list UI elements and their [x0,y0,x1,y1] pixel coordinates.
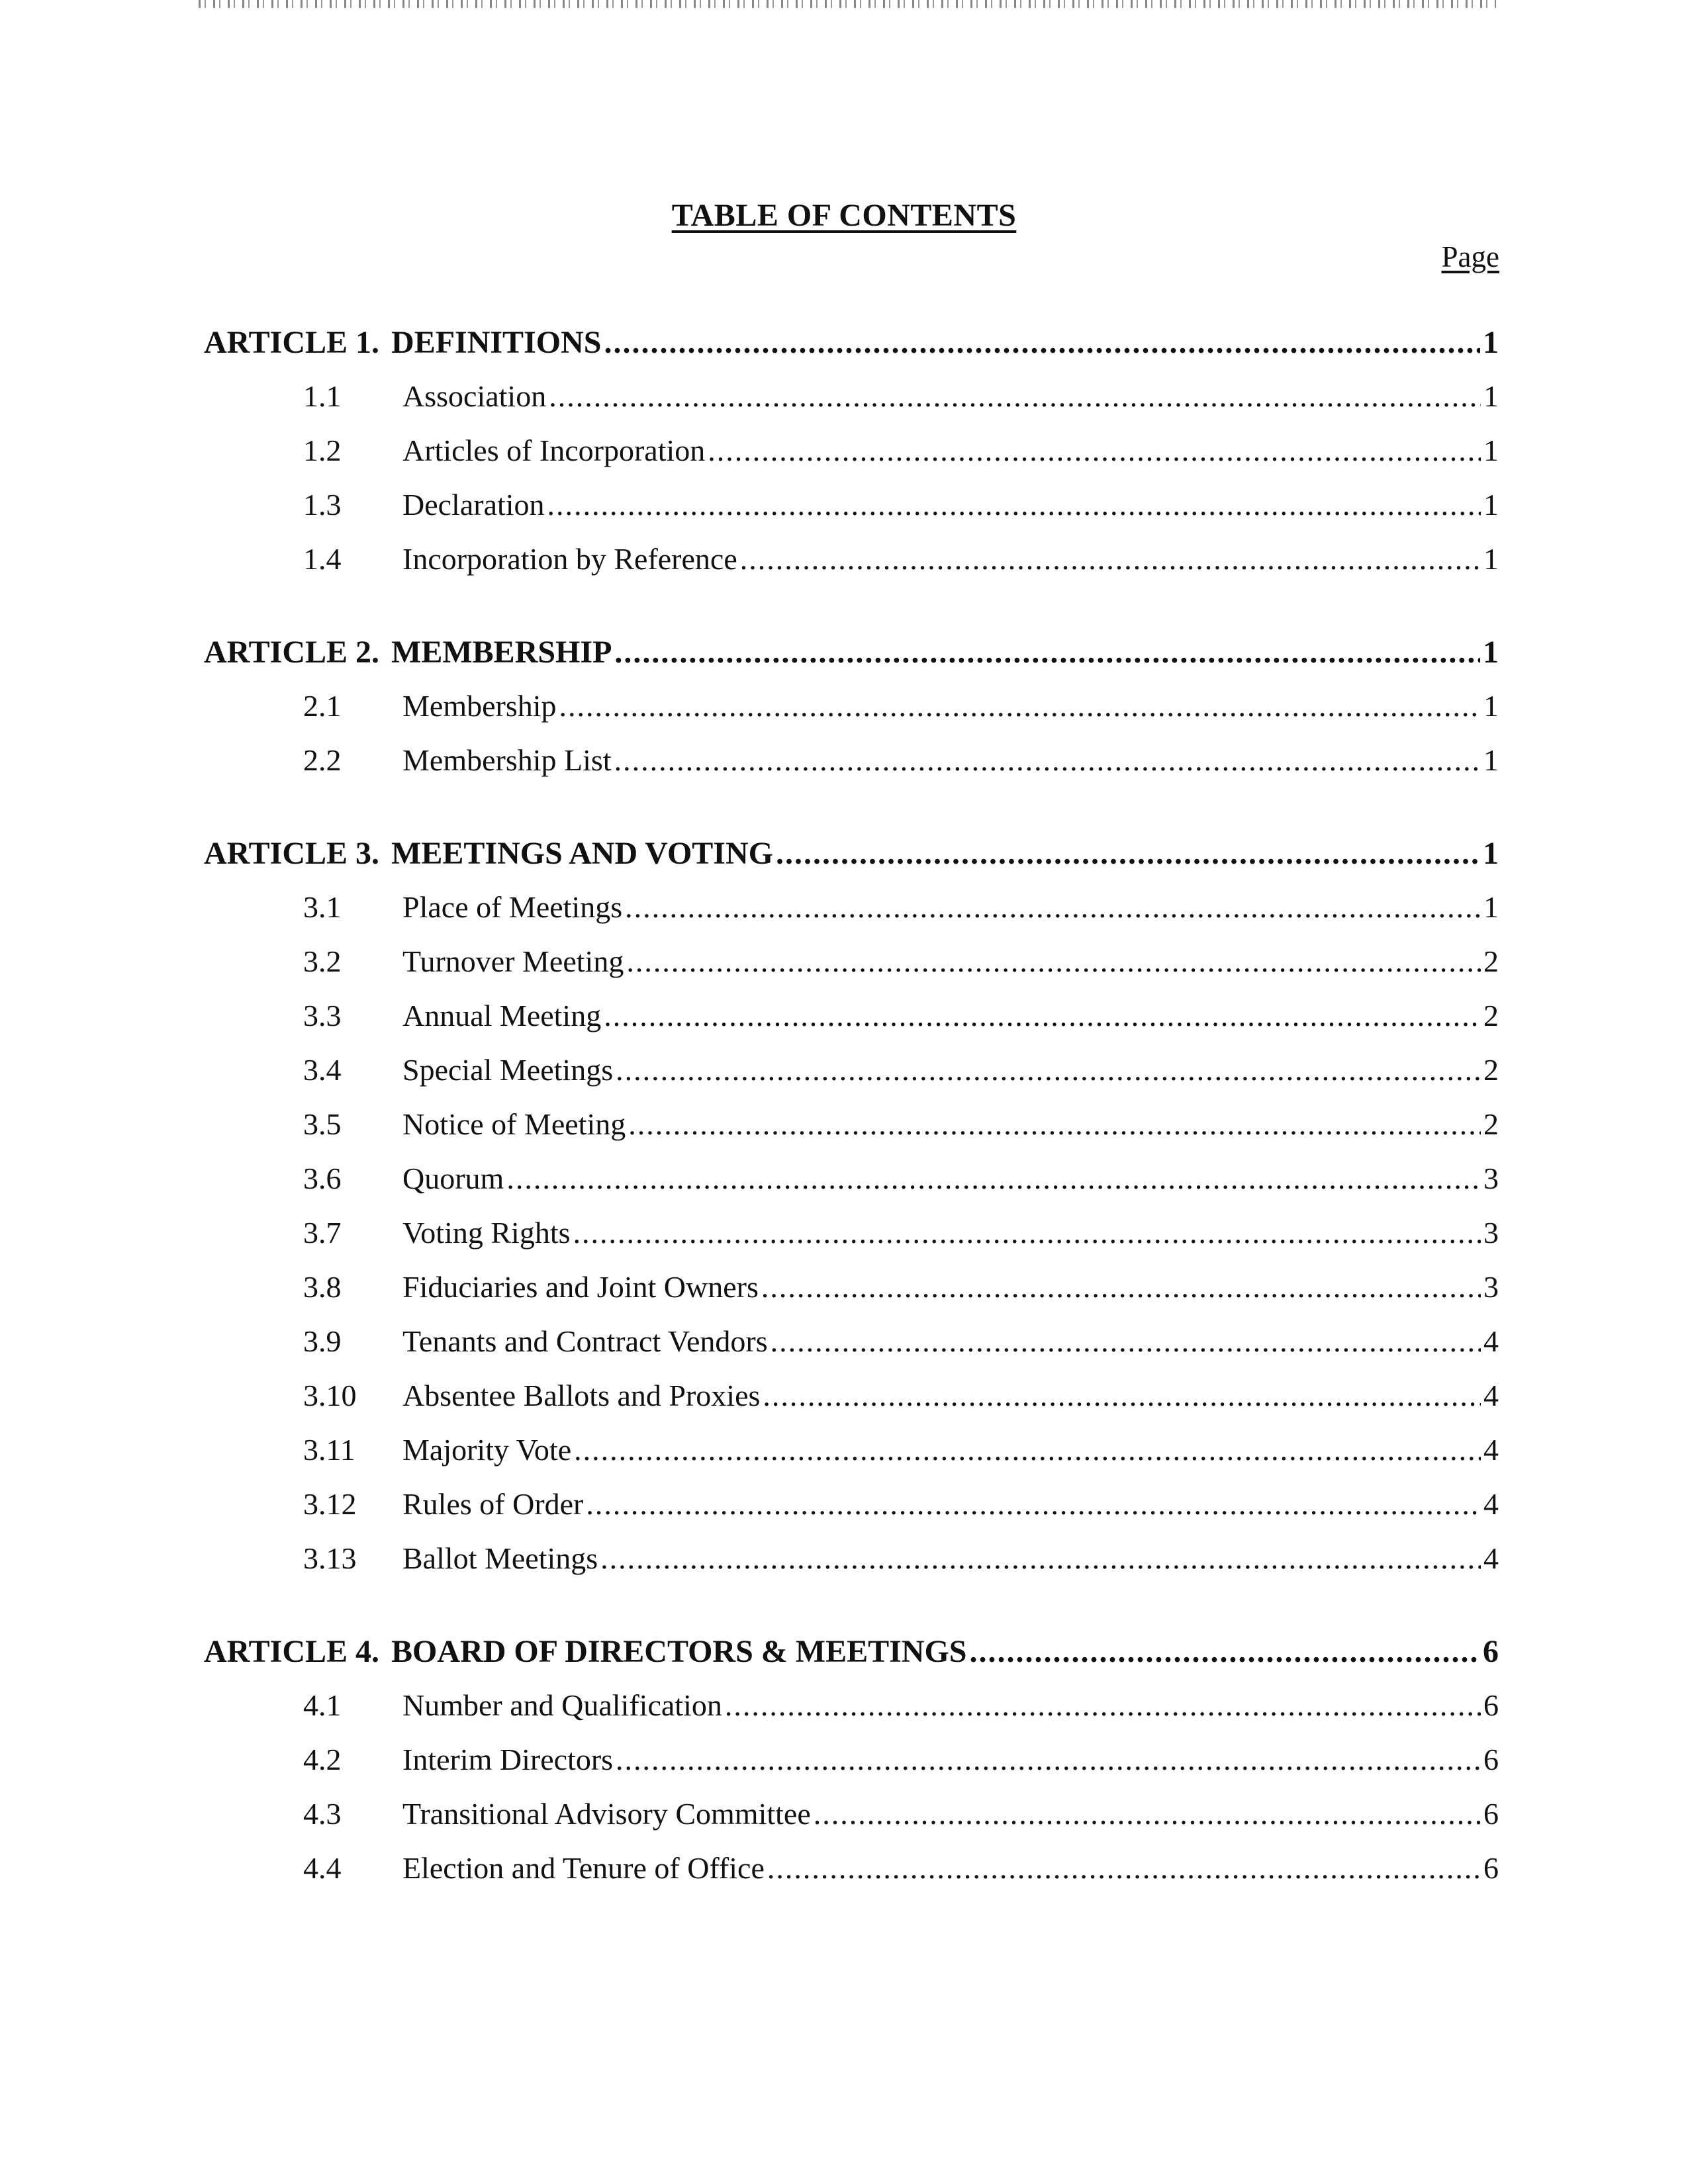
article-page-number: 1 [1483,325,1499,360]
section-number: 3.3 [303,999,342,1032]
toc-section-row[interactable] [204,1378,1499,1432]
dot-leader [616,1742,1481,1777]
dot-leader [628,1107,1481,1142]
article-number: ARTICLE 3. [204,836,380,871]
toc-section-row[interactable] [204,433,1499,487]
toc-section-row[interactable] [204,688,1499,743]
dot-leader [614,634,1480,670]
section-page-number: 3 [1483,1216,1499,1250]
section-number: 2.2 [303,743,342,777]
toc-section-row[interactable] [204,1850,1499,1905]
section-title: Rules of Order [402,1487,584,1521]
article-title: MEETINGS AND VOTING [391,836,773,871]
section-number: 1.3 [303,488,342,522]
article-title: MEMBERSHIP [391,635,612,670]
section-title: Annual Meeting [402,999,602,1032]
toc-article [204,1633,1499,1905]
section-page-number: 1 [1483,542,1499,576]
toc-section-row[interactable] [204,1688,1499,1742]
toc-section-row[interactable] [204,1742,1499,1796]
toc-section-row[interactable] [204,1215,1499,1269]
table-of-contents [204,324,1499,1943]
toc-section-row[interactable] [204,1324,1499,1378]
article-number: ARTICLE 1. [204,325,380,360]
section-page-number: 2 [1483,944,1499,978]
toc-section-row[interactable] [204,944,1499,998]
section-page-number: 1 [1483,890,1499,924]
toc-article [204,835,1499,1595]
section-title: Incorporation by Reference [402,542,737,576]
section-title: Transitional Advisory Committee [402,1797,811,1831]
section-title: Number and Qualification [402,1688,722,1722]
section-page-number: 4 [1483,1379,1499,1412]
section-number: 4.2 [303,1743,342,1776]
section-number: 1.2 [303,433,342,467]
toc-section-row[interactable] [204,541,1499,596]
page-title: TABLE OF CONTENTS [671,198,1017,233]
section-title: Declaration [402,488,545,522]
section-page-number: 2 [1483,1053,1499,1087]
section-title: Absentee Ballots and Proxies [402,1379,761,1412]
toc-section-row[interactable] [204,1796,1499,1850]
toc-section-row[interactable] [204,1486,1499,1541]
section-title: Association [402,379,547,413]
article-page-number: 1 [1483,836,1499,871]
section-page-number: 1 [1483,433,1499,467]
section-title: Membership [402,689,557,723]
dot-leader [616,1052,1481,1087]
section-title: Turnover Meeting [402,944,624,978]
toc-article-row[interactable] [204,634,1499,688]
article-title: DEFINITIONS [391,325,602,360]
section-title: Articles of Incorporation [402,433,706,467]
toc-section-row[interactable] [204,1432,1499,1486]
dot-leader [625,889,1481,925]
section-number: 3.9 [303,1324,342,1358]
section-page-number: 3 [1483,1161,1499,1195]
section-number: 1.4 [303,542,342,576]
toc-section-row[interactable] [204,743,1499,797]
section-number: 3.11 [303,1433,355,1467]
dot-leader [626,944,1481,979]
section-number: 3.2 [303,944,342,978]
section-number: 3.6 [303,1161,342,1195]
dot-leader [970,1633,1481,1670]
section-number: 3.1 [303,890,342,924]
dot-leader [767,1850,1481,1886]
dot-leader [725,1688,1481,1723]
toc-article [204,324,1499,596]
section-title: Tenants and Contract Vendors [402,1324,768,1358]
dot-leader [708,433,1481,468]
section-number: 3.12 [303,1487,357,1521]
section-title: Quorum [402,1161,504,1195]
section-page-number: 2 [1483,1107,1499,1141]
dot-leader [506,1161,1481,1196]
toc-section-row[interactable] [204,1161,1499,1215]
dot-leader [586,1486,1481,1522]
section-title: Voting Rights [402,1216,571,1250]
section-page-number: 6 [1483,1797,1499,1831]
dot-leader [604,998,1481,1033]
toc-article-row[interactable] [204,1633,1499,1688]
article-page-number: 1 [1483,635,1499,670]
section-number: 4.4 [303,1851,342,1885]
dot-leader [559,688,1481,723]
section-number: 1.1 [303,379,342,413]
toc-article [204,634,1499,797]
section-page-number: 4 [1483,1541,1499,1575]
section-title: Interim Directors [402,1743,614,1776]
section-title: Fiduciaries and Joint Owners [402,1270,759,1304]
section-page-number: 1 [1483,689,1499,723]
scan-artifact-strip [199,0,1496,8]
section-title: Election and Tenure of Office [402,1851,765,1885]
section-number: 2.1 [303,689,342,723]
dot-leader [604,324,1480,361]
toc-section-row[interactable] [204,1052,1499,1107]
toc-section-row[interactable] [204,379,1499,433]
article-page-number: 6 [1483,1634,1499,1669]
page-column-label: Page [1441,240,1499,273]
section-page-number: 6 [1483,1688,1499,1722]
section-number: 3.8 [303,1270,342,1304]
section-page-number: 2 [1483,999,1499,1032]
dot-leader [547,487,1481,522]
section-number: 4.1 [303,1688,342,1722]
section-page-number: 6 [1483,1743,1499,1776]
section-title: Membership List [402,743,612,777]
toc-section-row[interactable] [204,998,1499,1052]
section-page-number: 1 [1483,379,1499,413]
dot-leader [600,1541,1481,1576]
dot-leader [740,541,1481,576]
section-number: 3.13 [303,1541,357,1575]
article-number: ARTICLE 2. [204,635,380,670]
section-page-number: 6 [1483,1851,1499,1885]
section-title: Ballot Meetings [402,1541,598,1575]
section-page-number: 4 [1483,1487,1499,1521]
toc-section-row[interactable] [204,1107,1499,1161]
section-page-number: 1 [1483,743,1499,777]
dot-leader [771,1324,1481,1359]
dot-leader [574,1432,1481,1467]
toc-section-row[interactable] [204,487,1499,541]
section-number: 3.5 [303,1107,342,1141]
article-title: BOARD OF DIRECTORS & MEETINGS [391,1634,967,1669]
toc-article-row[interactable] [204,324,1499,379]
toc-article-row[interactable] [204,835,1499,889]
dot-leader [549,379,1481,414]
toc-section-row[interactable] [204,1541,1499,1595]
section-number: 4.3 [303,1797,342,1831]
section-title: Majority Vote [402,1433,572,1467]
section-title: Notice of Meeting [402,1107,626,1141]
section-number: 3.4 [303,1053,342,1087]
section-page-number: 1 [1483,488,1499,522]
dot-leader [614,743,1481,778]
section-title: Special Meetings [402,1053,614,1087]
dot-leader [776,835,1480,872]
section-page-number: 4 [1483,1433,1499,1467]
dot-leader [763,1378,1481,1413]
section-title: Place of Meetings [402,890,623,924]
dot-leader [814,1796,1481,1831]
dot-leader [573,1215,1481,1250]
section-number: 3.10 [303,1379,357,1412]
section-number: 3.7 [303,1216,342,1250]
section-page-number: 4 [1483,1324,1499,1358]
toc-section-row[interactable] [204,889,1499,944]
section-page-number: 3 [1483,1270,1499,1304]
toc-section-row[interactable] [204,1269,1499,1324]
dot-leader [761,1269,1481,1304]
article-number: ARTICLE 4. [204,1634,380,1669]
